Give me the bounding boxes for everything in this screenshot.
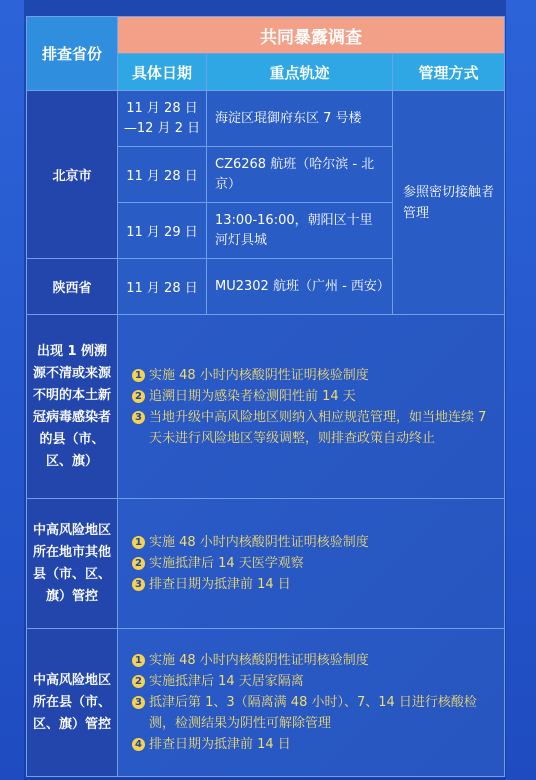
rule-text: 实施 48 小时内核酸阴性证明核验制度 xyxy=(149,535,369,550)
number-4-badge-icon: 4 xyxy=(132,738,145,751)
date-cell: 11 月 28 日 xyxy=(118,259,207,315)
management-close-contact: 参照密切接触者管理 xyxy=(393,91,505,315)
header-management: 管理方式 xyxy=(393,54,505,91)
track-cell: CZ6268 航班（哈尔滨 - 北京） xyxy=(207,147,393,203)
header-date: 具体日期 xyxy=(118,54,207,91)
section-rules-other-counties xyxy=(118,499,505,629)
section-rules-untraced-case xyxy=(118,315,505,499)
header-shared-exposure: 共同暴露调查 xyxy=(118,17,505,54)
number-2-badge-icon: 2 xyxy=(132,675,145,688)
section-label-risk-county: 中高风险地区所在县（市、区、旗）管控 xyxy=(27,629,118,777)
number-3-badge-icon: 3 xyxy=(132,696,145,709)
rule-text: 追溯日期为感染者检测阳性前 14 天 xyxy=(149,388,356,404)
track-cell: 海淀区琨御府东区 7 号楼 xyxy=(207,91,393,147)
date-cell: 11 月 29 日 xyxy=(118,203,207,259)
rule-text: 排查日期为抵津前 14 日 xyxy=(149,577,291,592)
header-track: 重点轨迹 xyxy=(207,54,393,91)
rule-item xyxy=(132,692,492,734)
rule-item xyxy=(132,532,492,553)
number-2-badge-icon: 2 xyxy=(132,390,145,403)
rule-item xyxy=(132,407,492,449)
number-3-badge-icon: 3 xyxy=(132,411,145,424)
rule-text: 实施抵津后 14 天居家隔离 xyxy=(149,674,304,689)
track-cell: 13:00-16:00，朝阳区十里河灯具城 xyxy=(207,203,393,259)
rule-text: 排查日期为抵津前 14 日 xyxy=(149,737,291,752)
number-1-badge-icon: 1 xyxy=(132,369,145,382)
rule-item xyxy=(132,365,492,386)
date-text: 11 月 28 日 —12 月 2 日 xyxy=(123,100,201,136)
section-rules-risk-county xyxy=(118,629,505,777)
rule-text: 实施 48 小时内核酸阴性证明核验制度 xyxy=(149,653,369,668)
number-2-badge-icon: 2 xyxy=(132,557,145,570)
province-beijing: 北京市 xyxy=(27,91,118,259)
number-1-badge-icon: 1 xyxy=(132,654,145,667)
right-border-stripe xyxy=(506,0,536,780)
rule-text: 抵津后第 1、3（隔离满 48 小时）、7、14 日进行核酸检测，检测结果为阴性可解除管理 xyxy=(149,695,477,731)
date-cell: 11 月 28 日 xyxy=(118,147,207,203)
rule-item xyxy=(132,671,492,692)
rule-item xyxy=(132,650,492,671)
rule-item xyxy=(132,574,492,595)
track-cell: MU2302 航班（广州 - 西安） xyxy=(207,259,393,315)
rule-item xyxy=(132,553,492,574)
rule-text: 实施抵津后 14 天医学观察 xyxy=(149,556,304,571)
section-label-untraced-case: 出现 1 例溯源不清或来源不明的本土新冠病毒感染者的县（市、区、旗） xyxy=(27,315,118,499)
province-shaanxi: 陕西省 xyxy=(27,259,118,315)
date-cell xyxy=(118,91,207,147)
section-label-other-counties: 中高风险地区所在地市其他县（市、区、旗）管控 xyxy=(27,499,118,629)
number-1-badge-icon: 1 xyxy=(132,536,145,549)
left-border-stripe xyxy=(0,0,24,780)
rule-text: 实施 48 小时内核酸阴性证明核验制度 xyxy=(149,367,369,383)
rule-item xyxy=(132,386,492,407)
header-province: 排查省份 xyxy=(27,17,118,91)
number-3-badge-icon: 3 xyxy=(132,578,145,591)
rule-text: 当地升级中高风险地区则纳入相应规范管理，如当地连续 7 天未进行风险地区等级调整，则排查政策自动终止 xyxy=(149,409,487,446)
rule-item xyxy=(132,734,492,755)
exposure-investigation-table xyxy=(26,16,505,777)
